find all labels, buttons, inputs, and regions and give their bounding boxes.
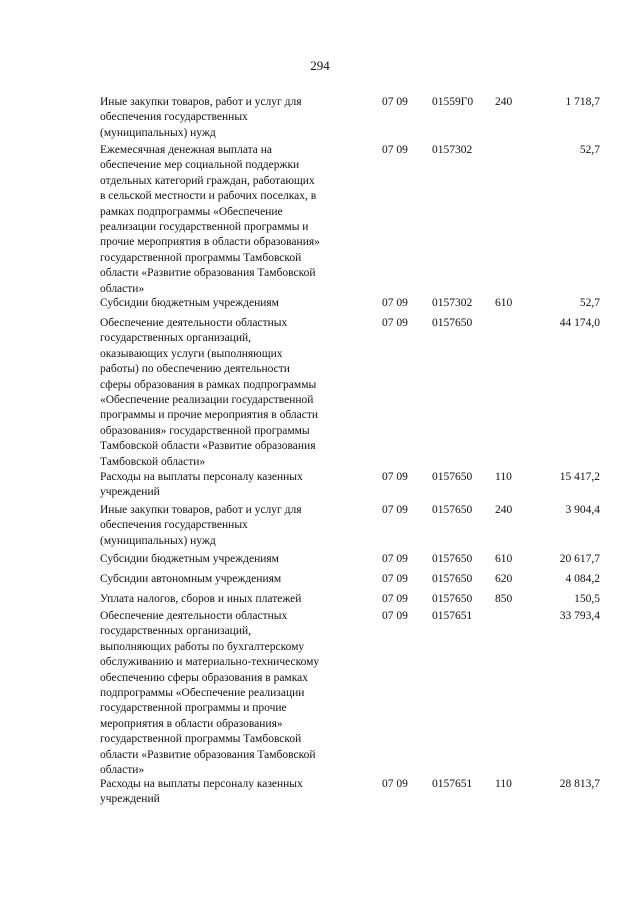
row-section: 07 09 [382,471,408,483]
row-amount: 3 904,4 [565,504,600,516]
row-section: 07 09 [382,144,408,156]
row-expense-type: 610 [495,297,513,309]
row-section: 07 09 [382,593,408,605]
row-amount: 15 417,2 [559,471,600,483]
row-description: Расходы на выплаты персоналу казенных учреждений [100,778,303,806]
row-target-code: 0157650 [432,593,473,605]
row-amount: 52,7 [579,297,600,309]
row-description: Уплата налогов, сборов и иных платежей [100,593,302,605]
row-target-code: 0157650 [432,504,473,516]
row-expense-type: 850 [495,593,513,605]
row-section: 07 09 [382,297,408,309]
row-amount: 33 793,4 [559,610,600,622]
row-description: Субсидии автономным учреждениям [100,573,282,585]
row-amount: 1 718,7 [565,96,600,108]
row-target-code: 0157651 [432,778,473,790]
row-target-code: 0157302 [432,144,473,156]
row-amount: 4 084,2 [565,573,600,585]
row-amount: 20 617,7 [559,553,600,565]
row-expense-type: 620 [495,573,513,585]
row-expense-type: 240 [495,504,513,516]
row-description: Иные закупки товаров, работ и услуг для обеспечения государственных (муниципальных) нужд [100,96,302,139]
row-section: 07 09 [382,573,408,585]
row-section: 07 09 [382,778,408,790]
row-section: 07 09 [382,96,408,108]
row-target-code: 01559Г0 [432,96,474,108]
row-expense-type: 110 [495,778,512,790]
row-description: Субсидии бюджетным учреждениям [100,297,279,309]
row-expense-type: 240 [495,96,513,108]
row-expense-type: 610 [495,553,513,565]
page-number: 294 [310,58,330,73]
row-section: 07 09 [382,610,408,622]
row-description: Обеспечение деятельности областных государственных организаций, выполняющих работы по бухгалтерскому обслуживанию и материально-техническому обеспечению сферы образования в рамках подпрограммы «Обеспечение реализации государственной программы и прочие мероприятия в области образования» государственной программы Тамбовской области «Развитие образования Тамбовской области» [100,610,320,777]
row-target-code: 0157650 [432,471,473,483]
row-description: Обеспечение деятельности областных государственных организаций, оказывающих услуги (выполняющих работы) по обеспечению деятельности сферы образования в рамках подпрограммы «Обеспечение реализации государственной программы и прочие мероприятия в области образования» государственной программы Тамбовской области «Развитие образования Тамбовской области» [100,317,319,468]
row-target-code: 0157650 [432,553,473,565]
row-target-code: 0157650 [432,573,473,585]
row-target-code: 0157650 [432,317,473,329]
row-amount: 28 813,7 [559,778,600,790]
row-section: 07 09 [382,553,408,565]
row-amount: 150,5 [574,593,600,605]
row-target-code: 0157651 [432,610,473,622]
row-target-code: 0157302 [432,297,473,309]
row-description: Субсидии бюджетным учреждениям [100,553,279,565]
row-description: Иные закупки товаров, работ и услуг для обеспечения государственных (муниципальных) нужд [100,504,302,547]
row-description: Расходы на выплаты персоналу казенных учреждений [100,471,303,499]
row-section: 07 09 [382,317,408,329]
row-amount: 44 174,0 [559,317,600,329]
row-section: 07 09 [382,504,408,516]
row-amount: 52,7 [579,144,600,156]
row-description: Ежемесячная денежная выплата на обеспечение мер социальной поддержки отдельных категорий граждан, работающих в сельской местности и рабочих поселках, в рамках подпрограммы «Обеспечение реализации государственной программы и прочие мероприятия в области образования» государственной программы Тамбовской области «Развитие образования Тамбовской области» [100,144,320,295]
row-expense-type: 110 [495,471,512,483]
